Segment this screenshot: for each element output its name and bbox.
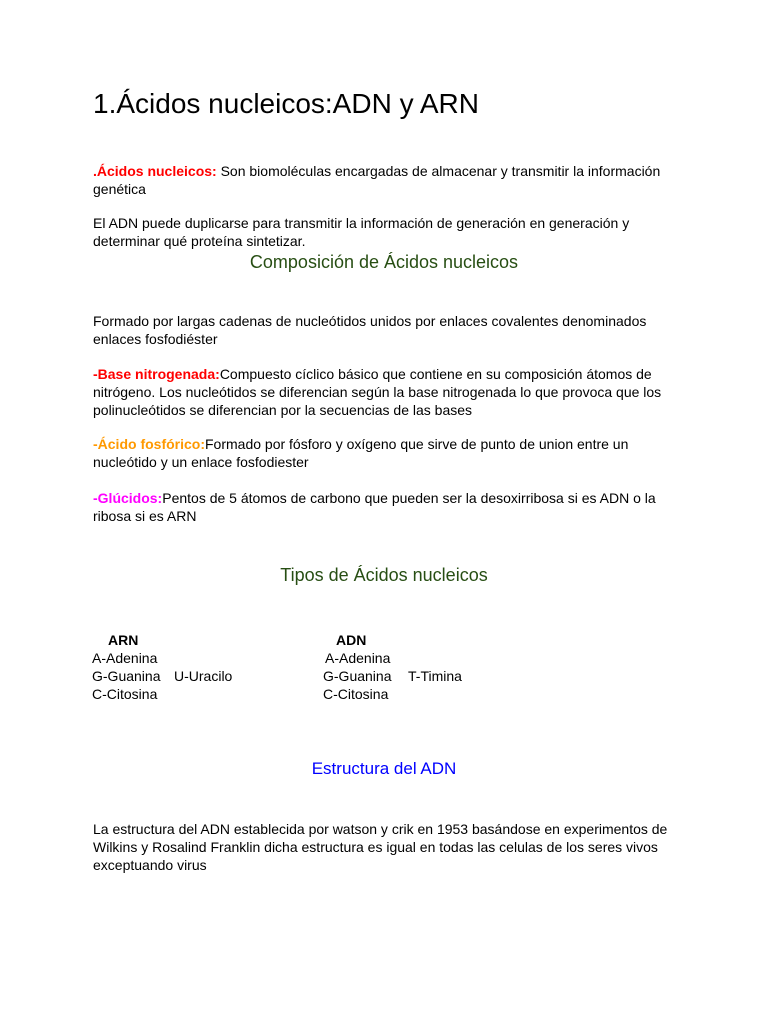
adn-citosina: C-Citosina — [323, 686, 389, 702]
acido-fosforico-text: Formado por fósforo y oxígeno que sirve de punto de union entre un nucleótido y un enlace fosfodiester — [93, 436, 629, 470]
base-nitrogenada-text: Compuesto cíclico básico que contiene en su composición átomos de nitrógeno. Los nucleótidos se diferencian según la base nitrogenada lo que provoca que los polinucleótidos se diferencian por la secuencias de las bases — [93, 366, 662, 418]
intro-term: .Ácidos nucleicos: — [93, 163, 217, 179]
glucidos-term: -Glúcidos: — [93, 490, 163, 506]
arn-guanina: G-Guanina — [92, 668, 161, 684]
composition-paragraph: Formado por largas cadenas de nucleótidos unidos por enlaces covalentes denominados enlaces fosfodiéster — [93, 313, 647, 347]
adn-header: ADN — [336, 632, 367, 648]
types-heading: Tipos de Ácidos nucleicos — [280, 565, 488, 585]
adn-paragraph: El ADN puede duplicarse para transmitir la información de generación en generación y determinar qué proteína sintetizar. — [93, 215, 630, 249]
arn-header: ARN — [108, 632, 139, 648]
base-nitrogenada-term: -Base nitrogenada: — [93, 366, 220, 382]
arn-uracilo: U-Uracilo — [174, 668, 233, 684]
intro-paragraph — [93, 162, 683, 198]
adn-adenina: A-Adenina — [325, 650, 391, 666]
glucidos-text: Pentos de 5 átomos de carbono que pueden ser la desoxirribosa si es ADN o la ribosa si es ARN — [93, 490, 656, 524]
arn-citosina: C-Citosina — [92, 686, 158, 702]
structure-paragraph: La estructura del ADN establecida por watson y crik en 1953 basándose en experimentos de Wilkins y Rosalind Franklin dicha estructura es igual en todas las celulas de los seres vivos exceptuando virus — [93, 821, 668, 873]
intro-text: Son biomoléculas encargadas de almacenar y transmitir la información genética — [93, 163, 661, 197]
adn-guanina: G-Guanina — [323, 668, 392, 684]
composition-heading: Composición de Ácidos nucleicos — [249, 252, 519, 272]
base-nitrogenada-item — [93, 365, 683, 419]
arn-adenina: A-Adenina — [92, 650, 158, 666]
acido-fosforico-item — [93, 435, 683, 471]
acido-fosforico-term: -Ácido fosfórico: — [93, 436, 205, 452]
glucidos-item — [93, 489, 683, 525]
page-title: 1.Ácidos nucleicos:ADN y ARN — [93, 88, 479, 119]
adn-timina: T-Timina — [408, 668, 462, 684]
structure-heading: Estructura del ADN — [311, 759, 457, 778]
